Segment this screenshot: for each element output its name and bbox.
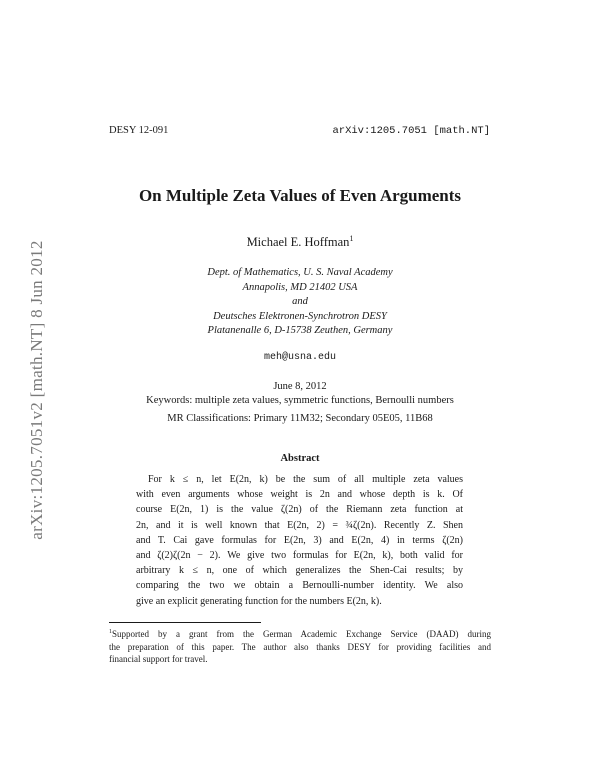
paper-title: On Multiple Zeta Values of Even Arguments: [138, 186, 462, 205]
author-name: Michael E. Hoffman: [246, 235, 350, 250]
author-line: [0, 234, 600, 250]
footnote-line: financial support for travel.: [109, 654, 208, 664]
abstract-line: give an explicit generating function for the numbers E(2n, k).: [136, 595, 382, 607]
arxiv-side-stamp: arXiv:1205.7051v2 [math.NT] 8 Jun 2012: [27, 240, 46, 540]
abstract-body: [136, 472, 463, 609]
keywords: Keywords: multiple zeta values, symmetric functions, Bernoulli numbers: [146, 395, 454, 406]
affiliation: [0, 266, 600, 339]
paper-date: June 8, 2012: [273, 381, 327, 392]
arxiv-id[interactable]: arXiv:1205.7051 [math.NT]: [332, 125, 490, 137]
footnote: [109, 626, 491, 666]
abstract-line: and ζ(2)ζ(2n − 2). We give two formulas for E(2n, k), both valid for: [136, 550, 463, 562]
affiliation-line: Platanenalle 6, D-15738 Zeuthen, Germany: [207, 325, 393, 337]
abstract-line: arbitrary k ≤ n, one of which generalizes the Shen-Cai results; by: [136, 565, 463, 577]
affiliation-line: and: [292, 296, 308, 308]
abstract-line: comparing the two we obtain a Bernoulli-number identity. We also: [136, 580, 463, 592]
abstract-line: 2n, and it is well known that E(2n, 2) = ¾ζ(2n). Recently Z. Shen: [136, 519, 463, 531]
abstract-line: For k ≤ n, let E(2n, k) be the sum of all multiple zeta values: [148, 474, 463, 485]
footnote-mark: 1: [109, 629, 112, 635]
author-footnote-mark: 1: [349, 234, 354, 243]
affiliation-line: Deutsches Elektronen-Synchrotron DESY: [213, 310, 387, 322]
abstract-line: with even arguments whose weight is 2n and whose depth is k. Of: [136, 489, 463, 501]
footnote-line: [109, 626, 491, 641]
affiliation-line: Annapolis, MD 21402 USA: [242, 281, 358, 293]
abstract-line: course E(2n, 1) is the value ζ(2n) of the Riemann zeta function at: [136, 504, 463, 516]
report-number: DESY 12-091: [109, 125, 169, 136]
author-email[interactable]: meh@usna.edu: [263, 352, 336, 363]
footnote-text: Supported by a grant from the German Academic Exchange Service (DAAD) during: [112, 629, 491, 639]
abstract-heading: Abstract: [280, 453, 320, 464]
affiliation-line: Dept. of Mathematics, U. S. Naval Academy: [207, 267, 393, 278]
mr-classifications: MR Classifications: Primary 11M32; Secondary 05E05, 11B68: [167, 413, 433, 424]
abstract-line: and T. Cai gave formulas for E(2n, 3) and E(2n, 4) in terms ζ(2n): [136, 534, 463, 546]
footnote-rule: [109, 622, 261, 623]
footnote-line: the preparation of this paper. The author also thanks DESY for providing facilities and: [109, 641, 491, 652]
